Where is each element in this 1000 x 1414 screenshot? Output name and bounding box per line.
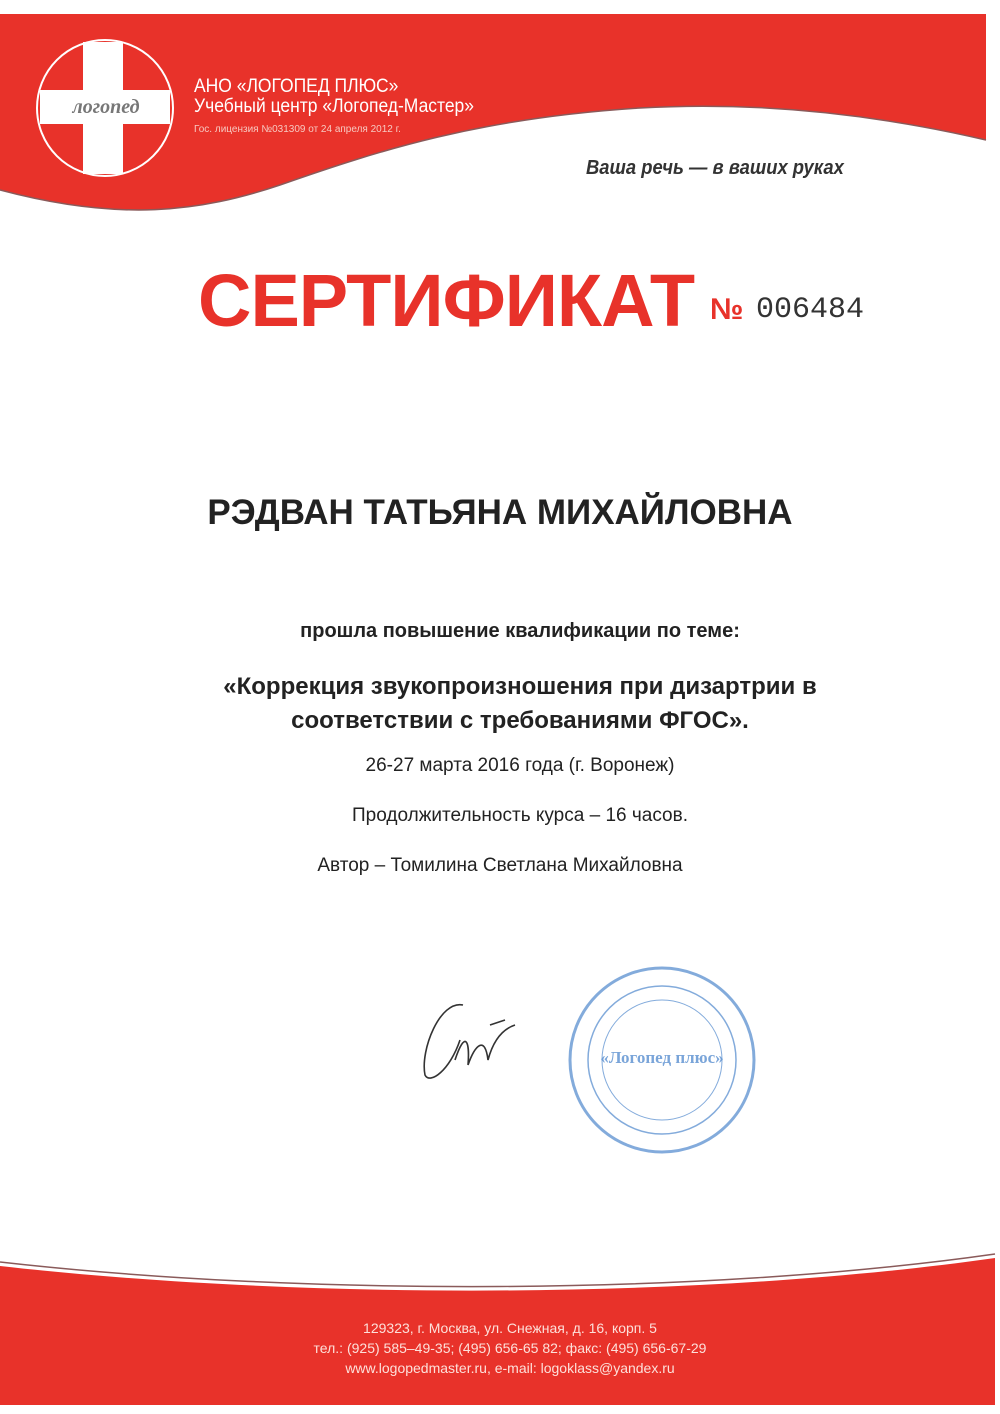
org-name: АНО «ЛОГОПЕД ПЛЮС» [194,76,399,97]
footer-phones: тел.: (925) 585–49-35; (495) 656-65 82; факс: (495) 656-67-29 [313,1340,707,1356]
number-sign: № [710,293,744,326]
license-text: Гос. лицензия №031309 от 24 апреля 2012 г. [194,124,401,135]
course-topic [20,670,1000,738]
footer-address: 129323, г. Москва, ул. Снежная, д. 16, корп. 5 [363,1320,657,1336]
course-duration: Продолжительность курса – 16 часов. [352,805,688,826]
footer-web: www.logopedmaster.ru, e-mail: logoklass@yandex.ru [345,1360,675,1376]
course-dates: 26-27 марта 2016 года (г. Воронеж) [365,755,675,776]
topic-line-2: соответствии с требованиями ФГОС». [291,707,749,734]
passed-text: прошла повышение квалификации по теме: [300,620,740,642]
signature [424,1005,515,1078]
recipient-name: РЭДВАН ТАТЬЯНА МИХАЙЛОВНА [207,493,793,532]
topic-line-1: «Коррекция звукопроизношения при дизартрии в [223,673,817,700]
center-name: Учебный центр «Логопед-Мастер» [194,96,475,117]
slogan: Ваша речь — в ваших руках [586,157,844,179]
certificate-number: 006484 [756,293,865,327]
course-author: Автор – Томилина Светлана Михайловна [317,855,683,876]
stamp-text: «Логопед плюс» [600,1048,724,1067]
logo-text: логопед [72,96,140,118]
certificate-title: СЕРТИФИКАТ [198,259,695,342]
